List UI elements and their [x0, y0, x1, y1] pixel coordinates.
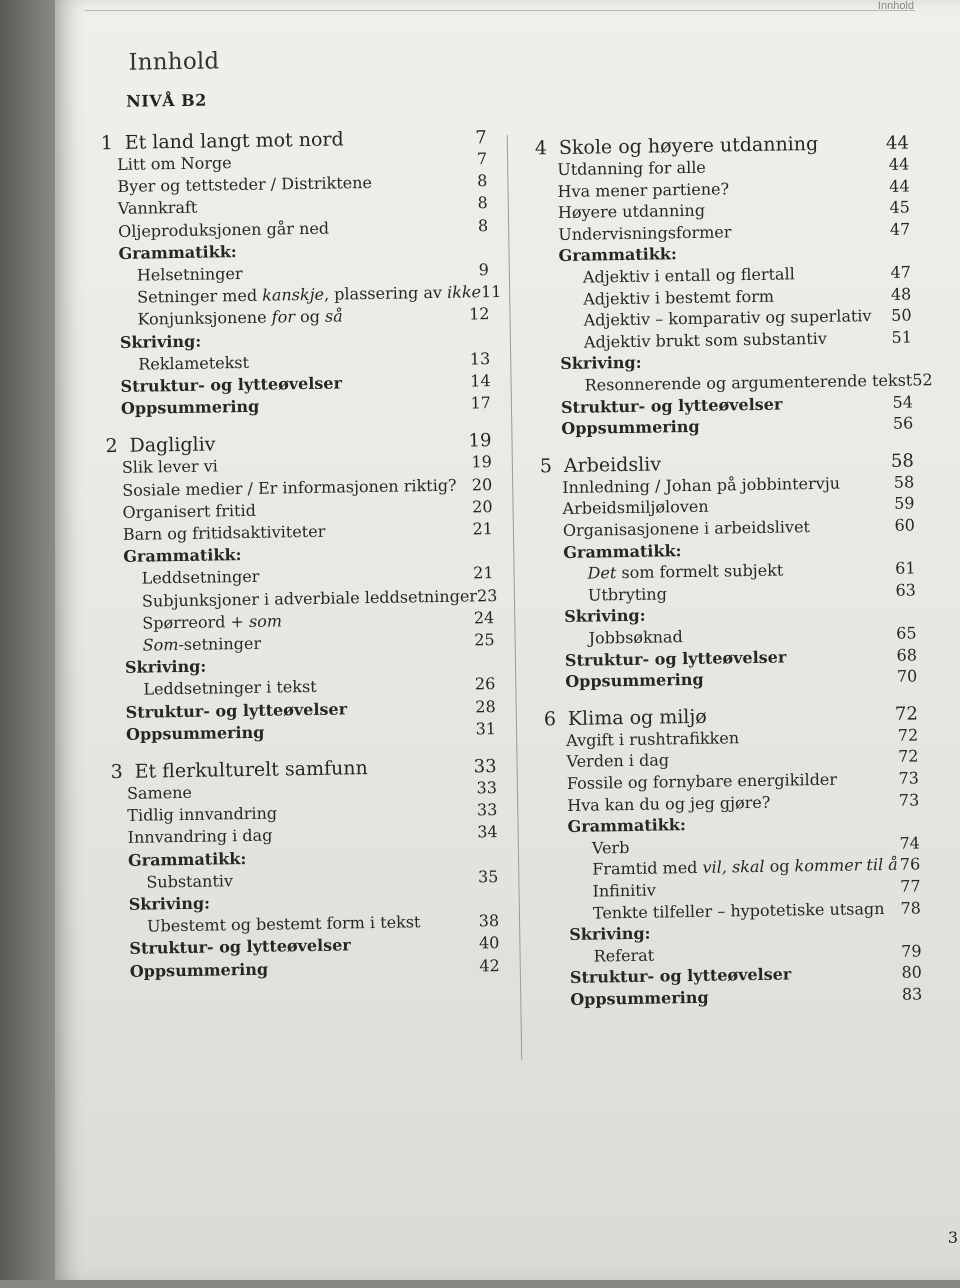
toc-entry-head [125, 652, 495, 677]
toc-entry-title [544, 706, 707, 731]
toc-entry-title: Byer og tettsteder / Distriktene [117, 173, 373, 197]
toc-entry-page: 7 [476, 149, 488, 169]
toc-entry-item [558, 219, 910, 244]
toc-entry-page: 58 [893, 472, 915, 492]
toc-entry-page: 9 [478, 260, 489, 280]
toc-entry-title: Oppsummering [561, 417, 700, 439]
toc-entry-sub [592, 855, 920, 879]
chapter-number: 3 [110, 760, 123, 784]
toc-entry-page: 34 [477, 822, 498, 842]
toc-entry-head [570, 984, 922, 1009]
toc-entry-page: 8 [477, 215, 489, 235]
toc-entry-title: Avgift i rushtrafikken [566, 728, 740, 750]
toc-entry-title: Oppsummering [570, 987, 709, 1009]
toc-entry-sub [587, 559, 915, 583]
toc-entry-title: Sosiale medier / Er informasjonen riktig? [122, 475, 457, 500]
toc-entry-title: Skriving: [569, 923, 651, 945]
toc-entry-title: Infinitiv [592, 880, 657, 901]
toc-entry-page: 58 [890, 450, 915, 472]
toc-entry-page: 17 [470, 393, 492, 413]
toc-entry-title: Grammatikk: [123, 545, 242, 567]
toc-entry-title: Setninger med kanskje, plassering av ikke [137, 282, 482, 307]
toc-entry-title: Arbeidsmiljøloven [562, 497, 709, 519]
toc-entry-page: 68 [896, 645, 918, 665]
toc-entry-item [567, 768, 919, 793]
toc-entry-page: 50 [891, 305, 912, 326]
toc-entry-page: 78 [900, 898, 922, 918]
toc-entry-page: 21 [472, 519, 494, 539]
toc-entry-title: Helsetninger [136, 264, 243, 285]
toc-entry-page: 24 [473, 607, 495, 628]
toc-entry-page: 54 [892, 392, 914, 412]
toc-entry-title: Utbryting [587, 584, 668, 605]
toc-entry-title: Grammatikk: [563, 540, 682, 562]
toc-entry-page: 8 [477, 171, 488, 191]
toc-entry-sub [146, 867, 498, 892]
toc-entry-head [565, 667, 917, 692]
toc-entry-head [118, 238, 488, 263]
toc-entry-head [561, 414, 913, 439]
toc-entry-item [117, 171, 487, 196]
toc-entry-page: 72 [898, 746, 919, 767]
toc-entry-title: Undervisningsformer [558, 222, 732, 244]
chapter-title: Arbeidsliv [563, 453, 662, 477]
toc-entry-title: Grammatikk: [118, 241, 237, 263]
toc-entry-head [120, 371, 490, 396]
toc-entry-title: Hva mener partiene? [557, 178, 730, 201]
toc-entry-page: 59 [894, 493, 915, 514]
toc-entry-head [569, 920, 921, 945]
chapter-title: Et land langt mot nord [124, 128, 344, 154]
toc-entry-page: 44 [889, 176, 910, 196]
toc-entry-title: Skriving: [560, 353, 642, 374]
toc-entry-title: Barn og fritidsaktiviteter [122, 521, 326, 544]
toc-entry-title: Oppsummering [120, 396, 260, 419]
toc-entry-title: Ubestemt og bestemt form i tekst [146, 912, 421, 936]
toc-entry-sub [588, 580, 916, 604]
toc-entry-title: Oljeproduksjonen går ned [118, 218, 330, 241]
toc-entry-title: Det som formelt subjekt [587, 560, 784, 583]
toc-entry-sub [142, 608, 494, 633]
toc-entry-sub [588, 623, 916, 647]
toc-entry-sub [141, 585, 498, 611]
running-head: Innhold [877, 0, 914, 12]
toc-entry-page: 72 [894, 703, 919, 725]
toc-entry-page: 33 [473, 756, 497, 778]
toc-entry-title: Slik lever vi [121, 456, 218, 478]
toc-entry-item [567, 790, 919, 815]
toc-entry-title: Jobbsøknad [588, 627, 683, 648]
toc-entry-item [122, 475, 492, 500]
toc-entry-title [110, 757, 367, 783]
page-title: Innhold [128, 48, 220, 76]
toc-entry-title: Leddsetninger [141, 567, 260, 589]
toc-entry-sub [583, 306, 911, 330]
toc-entry-title: Som-setninger [142, 633, 262, 655]
toc-entry-page: 21 [473, 563, 494, 583]
toc-entry-page: 20 [471, 474, 493, 495]
toc-entry-head [126, 697, 496, 722]
toc-entry-item [123, 519, 493, 544]
toc-entry-sub [584, 327, 912, 351]
toc-entry-page: 73 [898, 768, 919, 788]
toc-entry-page: 19 [468, 430, 492, 452]
toc-entry-page: 74 [899, 833, 921, 853]
toc-entry-title: Konjunksjonene for og så [137, 306, 343, 330]
toc-entry-page: 47 [889, 219, 911, 239]
toc-entry-page: 77 [900, 876, 921, 896]
toc-entry-title: Skriving: [564, 606, 646, 627]
toc-entry-sub [137, 260, 489, 285]
toc-entry-title [540, 453, 661, 477]
toc-entry-title [535, 133, 819, 159]
toc-entry-page: 40 [478, 933, 500, 953]
toc-entry-head [123, 541, 493, 566]
toc-entry-title: Substantiv [146, 871, 234, 892]
chapter-title: Klima og miljø [567, 705, 707, 730]
toc-entry-head [558, 241, 910, 266]
toc-entry-page: 44 [885, 132, 910, 154]
toc-entry-head [128, 845, 498, 870]
toc-entry-sub [141, 563, 493, 588]
toc-entry-title: Struktur- og lytteøvelser [569, 964, 792, 988]
toc-entry-title: Litt om Norge [116, 153, 232, 174]
toc-entry-page: 13 [469, 348, 491, 369]
toc-entry-sub [583, 284, 911, 308]
toc-entry-page: 47 [890, 262, 912, 282]
toc-entry-item [563, 515, 915, 540]
toc-entry-title: Oppsummering [125, 722, 265, 744]
toc-entry-sub [147, 911, 499, 936]
toc-entry-head [121, 393, 491, 418]
chapter-title: Dagligliv [129, 433, 216, 458]
toc-entry-head [561, 392, 913, 417]
toc-entry-page: 35 [477, 866, 499, 887]
toc-entry-title: Samene [126, 782, 193, 803]
toc-entry-title: Høyere utdanning [557, 200, 706, 223]
toc-entry-page: 28 [475, 696, 496, 716]
toc-entry-sub [137, 282, 502, 307]
toc-entry-title: Verden i dag [566, 750, 670, 772]
toc-entry-head [126, 719, 496, 744]
toc-entry-sub [143, 630, 495, 655]
level-heading: NIVÅ B2 [125, 90, 207, 111]
toc-entry-page: 51 [891, 327, 913, 347]
toc-entry-title [101, 128, 344, 154]
toc-entry-title: Framtid med vil, skal og kommer til å [592, 855, 898, 879]
toc-entry-page: 72 [897, 725, 919, 745]
toc-entry-page: 8 [477, 193, 488, 213]
chapter-number: 5 [539, 454, 553, 478]
toc-entry-title: Adjektiv brukt som substantiv [583, 328, 828, 352]
toc-entry-page: 23 [476, 585, 498, 605]
toc-entry-title: Skriving: [128, 893, 211, 914]
toc-entry-item [118, 216, 488, 241]
page-number: 3 [947, 1228, 958, 1247]
toc-entry-title: Adjektiv i bestemt form [583, 286, 775, 309]
toc-entry-title: Spørreord + som [142, 611, 283, 633]
toc-entry-head [570, 963, 922, 988]
toc-entry-title: Organisasjonene i arbeidslivet [562, 517, 811, 541]
toc-entry-title: Oppsummering [565, 670, 704, 692]
toc-entry-item [127, 800, 497, 825]
toc-entry-title: Leddsetninger i tekst [143, 677, 317, 700]
toc-entry-title: Struktur- og lytteøvelser [129, 935, 351, 959]
toc-entry-title: Adjektiv i entall og flertall [582, 264, 795, 287]
chapter-number: 2 [105, 435, 118, 458]
toc-entry-page: 25 [474, 630, 495, 650]
toc-entry-page: 60 [894, 515, 916, 535]
toc-entry-item [128, 822, 498, 847]
toc-entry-head [567, 812, 919, 837]
chapter-number: 6 [543, 707, 557, 731]
toc-entry-page: 65 [896, 623, 917, 643]
toc-entry-page: 44 [888, 154, 910, 174]
toc-entry-head [565, 645, 917, 670]
toc-entry-page: 80 [901, 962, 923, 983]
toc-entry-title: Struktur- og lytteøvelser [120, 373, 343, 396]
toc-entry-title: Resonnerende og argumenterende tekst [584, 370, 913, 395]
toc-entry-sub [137, 305, 489, 330]
toc-entry-page: 20 [472, 496, 493, 517]
toc-entry-page: 61 [895, 558, 916, 578]
toc-entry-page: 33 [476, 778, 498, 798]
toc-entry-title: Innledning / Johan på jobbintervju [562, 473, 841, 497]
chapter-title: Skole og høyere utdanning [558, 132, 819, 160]
toc-entry-title: Fossile og fornybare energikilder [566, 769, 838, 793]
toc-entry-page: 83 [901, 984, 923, 1004]
toc-entry-page: 79 [901, 941, 922, 961]
toc-entry-page: 76 [899, 854, 921, 875]
toc-entry-title: Grammatikk: [127, 848, 247, 870]
toc-entry-page: 38 [478, 911, 500, 931]
toc-entry-sub [592, 833, 920, 857]
toc-entry-title: Struktur- og lytteøvelser [125, 699, 348, 722]
toc-entry-title: Reklametekst [138, 352, 250, 374]
toc-entry-page: 12 [469, 304, 490, 324]
toc-entry-sub [593, 941, 921, 965]
toc-entry-page: 63 [895, 580, 917, 600]
chapter-number: 4 [534, 137, 548, 160]
toc-entry-sub [583, 263, 911, 287]
toc-entry-head [563, 537, 915, 562]
toc-entry-title: Adjektiv – komparativ og superlativ [583, 306, 872, 330]
toc-entry-page: 70 [896, 666, 918, 686]
toc-entry-page: 26 [474, 674, 496, 694]
toc-entry-page: 7 [475, 127, 487, 149]
column-divider [507, 135, 523, 1060]
toc-entry-title: Organisert fritid [122, 500, 257, 522]
toc-entry-page: 73 [898, 790, 920, 810]
toc-entry-item [558, 198, 910, 223]
toc-entry-title: Innvandring i dag [127, 825, 273, 848]
toc-entry-sub [138, 349, 490, 374]
toc-entry-title: Tenkte tilfeller – hypotetiske utsagn [592, 898, 885, 923]
toc-entry-page: 33 [476, 800, 498, 820]
toc-entry-title: Skriving: [124, 656, 207, 678]
toc-entry-title: Verb [591, 837, 630, 858]
toc-entry-page: 14 [470, 371, 491, 391]
toc-entry-item [118, 194, 488, 219]
toc-entry-title: Grammatikk: [558, 244, 677, 266]
toc-entry-title: Struktur- og lytteøvelser [560, 394, 783, 417]
toc-entry-title: Skriving: [119, 331, 202, 352]
toc-entry-head [130, 956, 500, 981]
toc-entry-page: 56 [892, 413, 914, 433]
toc-entry-page: 45 [889, 197, 911, 218]
toc-entry-head [560, 349, 912, 374]
toc-entry-item [562, 494, 914, 519]
toc-entry-item [557, 176, 909, 201]
toc-entry-item [566, 747, 918, 772]
toc-entry-sub [592, 876, 920, 900]
toc-entry-page: 52 [912, 370, 933, 390]
toc-entry-title: Utdanning for alle [557, 157, 706, 180]
toc-entry-title [105, 434, 215, 458]
toc-entry-head [564, 602, 916, 627]
toc-entry-item [122, 497, 492, 522]
toc-entry-page: 42 [479, 955, 500, 975]
toc-entry-sub [143, 674, 495, 699]
toc-entry-title: Subjunksjoner i adverbiale leddsetninger [141, 585, 478, 611]
toc-entry-title: Vannkraft [117, 198, 198, 219]
toc-entry-head [129, 889, 499, 914]
chapter-title: Et flerkulturelt samfunn [134, 757, 368, 783]
toc-entry-title: Referat [593, 945, 655, 966]
toc-entry-title: Grammatikk: [567, 815, 686, 837]
toc-entry-title: Tidlig innvandring [127, 803, 278, 826]
toc-entry-title: Hva kan du og jeg gjøre? [567, 792, 771, 815]
toc-entry-page: 19 [471, 452, 492, 472]
toc-entry-title: Oppsummering [129, 959, 269, 981]
toc-entry-title: Struktur- og lytteøvelser [564, 647, 787, 670]
toc-entry-sub [584, 370, 933, 395]
toc-entry-page: 48 [890, 284, 912, 304]
toc-entry-page: 11 [480, 282, 502, 302]
toc-entry-head [120, 327, 490, 352]
toc-entry-sub [593, 898, 921, 922]
chapter-number: 1 [100, 132, 114, 155]
toc-entry-head [129, 933, 499, 958]
toc-entry-page: 31 [475, 718, 497, 739]
